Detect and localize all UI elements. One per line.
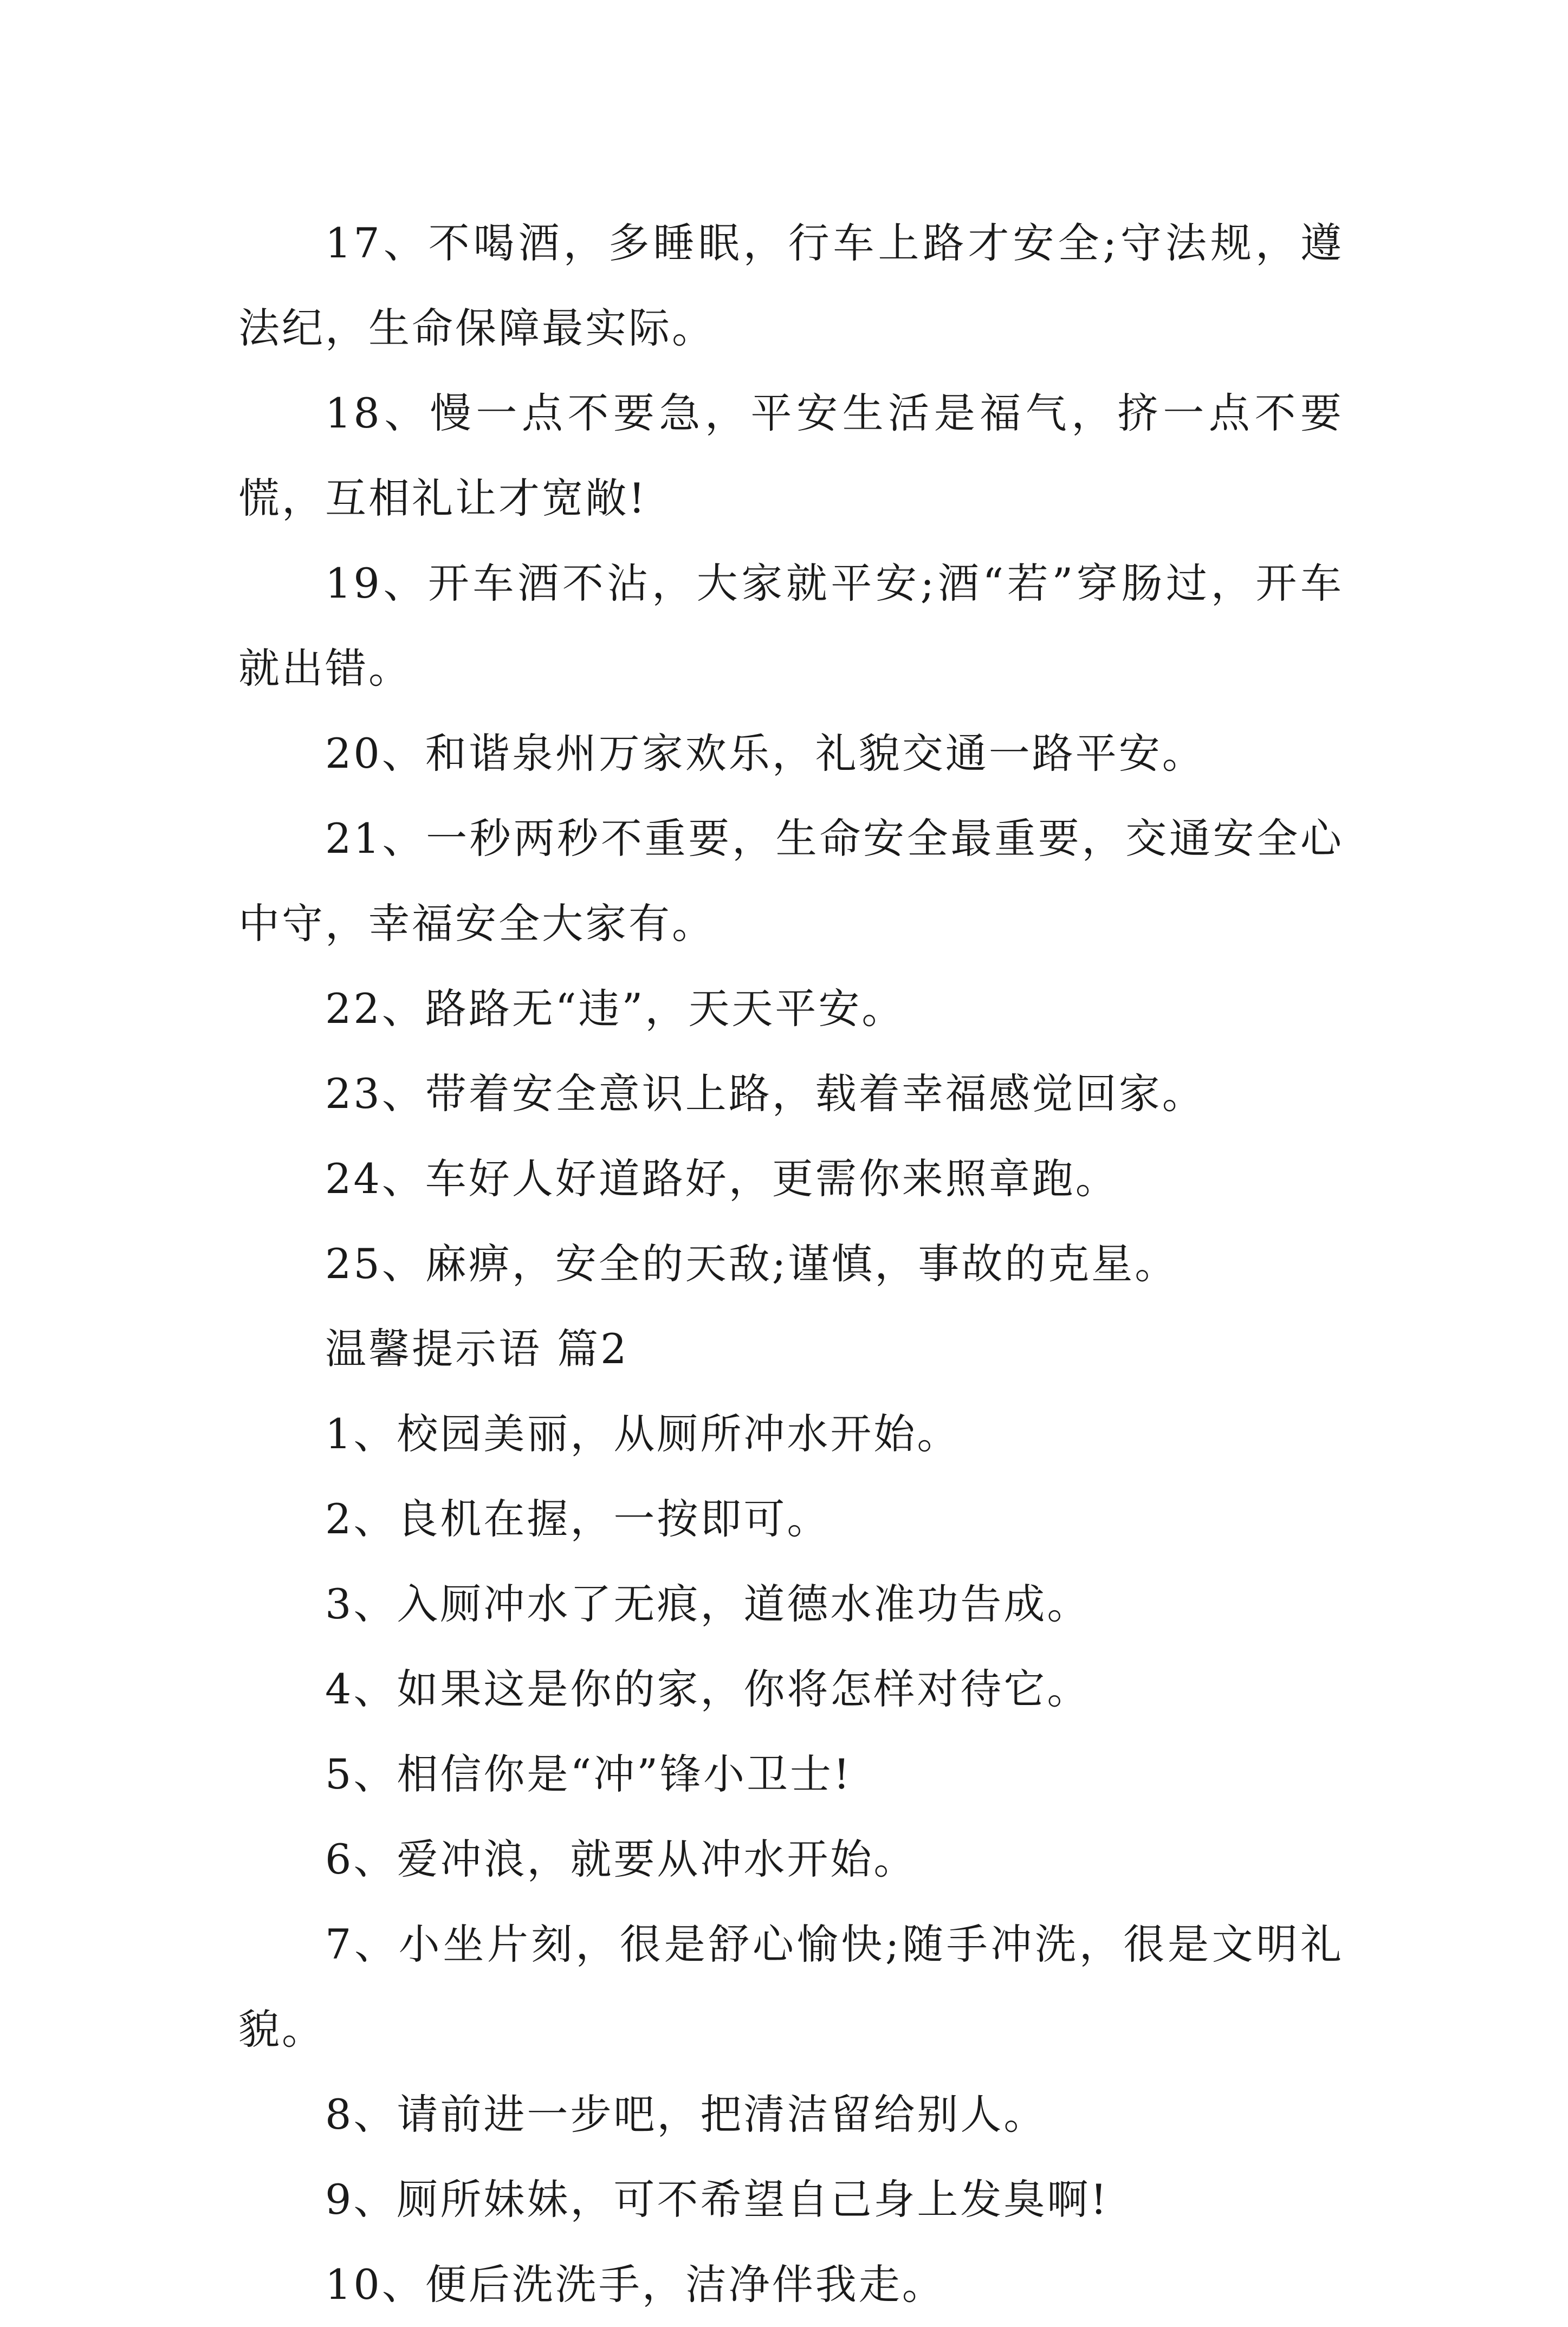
paragraph-22: 22、路路无“违”，天天平安。 — [325, 984, 905, 1033]
document-body — [238, 200, 1344, 2327]
paragraph-21: 21、一秒两秒不重要，生命安全最重要，交通安全心中守，幸福安全大家有。 — [238, 814, 1344, 948]
paragraph-3: 3、入厕冲水了无痕，道德水准功告成。 — [325, 1580, 1091, 1628]
paragraph-18: 18、慢一点不要急，平安生活是福气，挤一点不要慌，互相礼让才宽敞! — [238, 389, 1344, 522]
paragraph-8: 8、请前进一步吧，把清洁留给别人。 — [325, 2090, 1047, 2138]
paragraph-23: 23、带着安全意识上路，载着幸福感觉回家。 — [325, 1069, 1206, 1118]
section-heading: 温馨提示语 篇2 — [325, 1325, 629, 1373]
paragraph-17: 17、不喝酒，多睡眠，行车上路才安全;守法规，遵法纪，生命保障最实际。 — [238, 219, 1344, 352]
paragraph-7: 7、小坐片刻，很是舒心愉快;随手冲洗，很是文明礼貌。 — [238, 1920, 1344, 2053]
paragraph-5: 5、相信你是“冲”锋小卫士! — [325, 1750, 852, 1798]
paragraph-1: 1、校园美丽，从厕所冲水开始。 — [325, 1410, 961, 1458]
paragraph-10: 10、便后洗洗手，洁净伴我走。 — [325, 2260, 945, 2309]
paragraph-19: 19、开车酒不沾，大家就平安;酒“若”穿肠过，开车就出错。 — [238, 559, 1344, 692]
paragraph-24: 24、车好人好道路好，更需你来照章跑。 — [325, 1155, 1119, 1203]
paragraph-6: 6、爱冲浪，就要从冲水开始。 — [325, 1835, 917, 1883]
paragraph-2: 2、良机在握，一按即可。 — [325, 1495, 831, 1543]
paragraph-9: 9、厕所妹妹，可不希望自己身上发臭啊! — [325, 2175, 1109, 2224]
paragraph-4: 4、如果这是你的家，你将怎样对待它。 — [325, 1665, 1091, 1713]
paragraph-25: 25、麻痹，安全的天敌;谨慎，事故的克星。 — [325, 1240, 1178, 1288]
paragraph-20: 20、和谐泉州万家欢乐，礼貌交通一路平安。 — [325, 729, 1206, 777]
